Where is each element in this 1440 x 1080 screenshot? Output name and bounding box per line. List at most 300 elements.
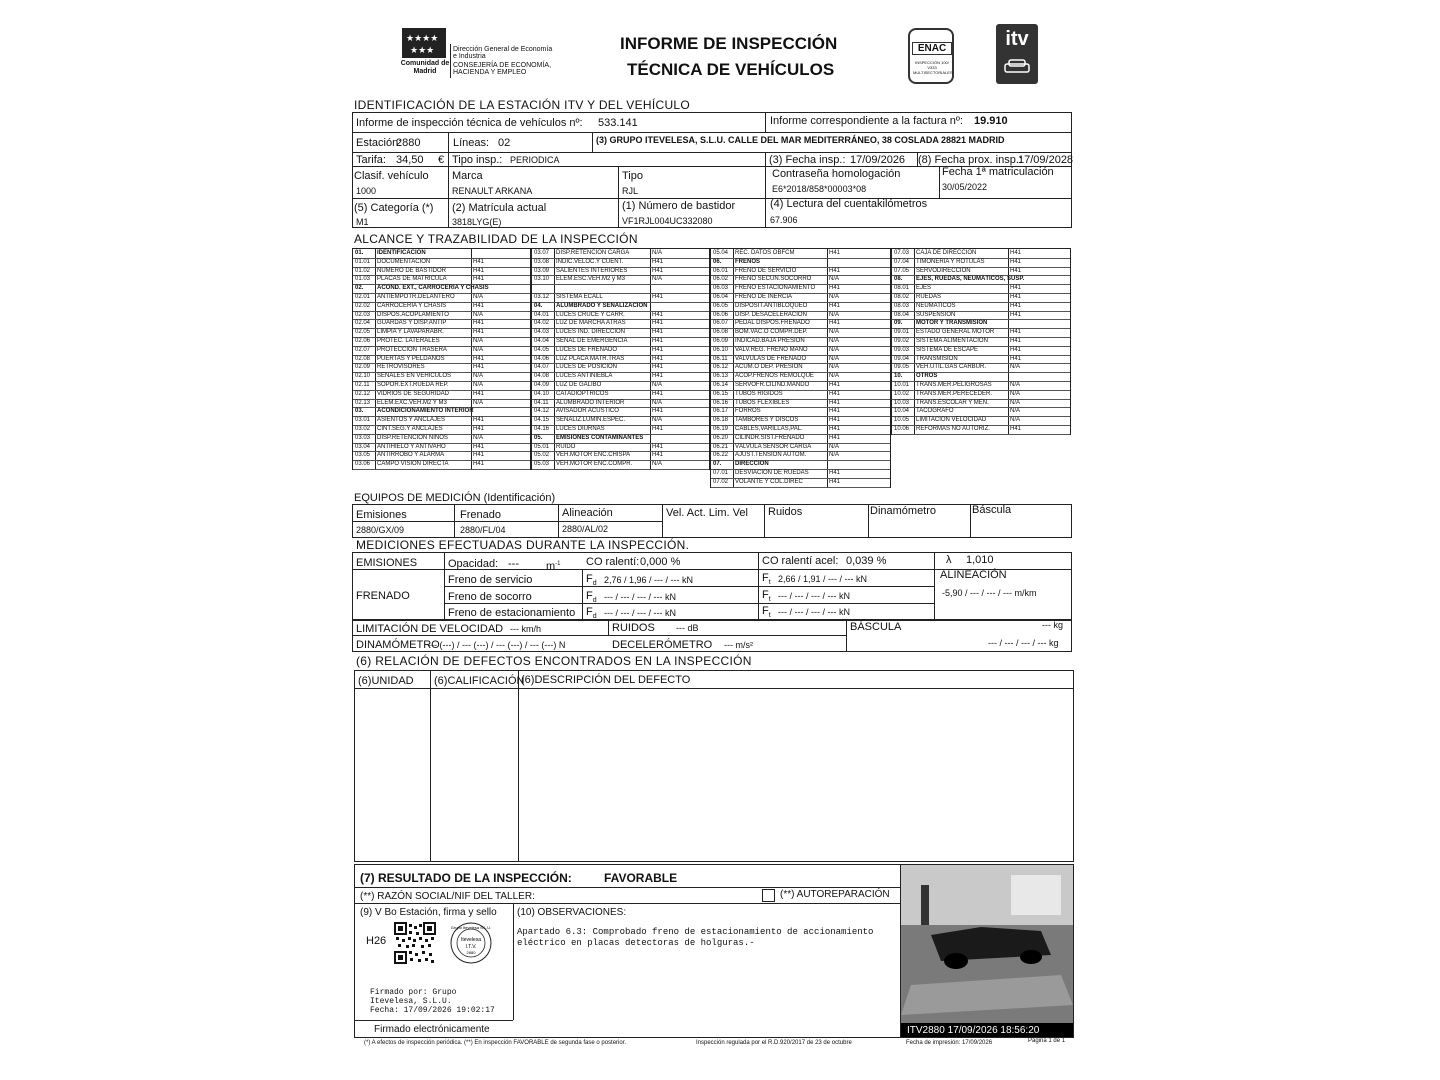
scope-code: 06.14 [713,382,729,388]
next-date-label: (8) Fecha prox. insp.: [918,154,1022,166]
scope-item: ASIENTOS Y ANCLAJES [377,417,446,424]
emergency-brake-label: Freno de socorro [448,591,532,603]
scope-code: 10. [894,373,903,380]
scope-result: H41 [473,302,485,309]
scope-code: 08.01 [894,285,910,292]
scope-result: N/A [652,417,663,424]
scope-code: 07.01 [713,470,729,476]
footer-note: (*) A efectos de inspección periódica. (**) En inspección FAVORABLE de segunda fase o posterior. [364,1040,627,1046]
noise-value: --- dB [676,623,699,633]
enac-badge [908,28,954,84]
decel-value: --- m/s² [724,640,753,650]
scope-code: 06.12 [713,364,729,371]
scope-item: PEDAL DISPOS.FRENADO [735,320,810,327]
scope-result: H41 [829,417,841,424]
scope-code: 05.02 [534,452,550,459]
scope-item: INDICAD.BAJA PRESION [735,338,805,344]
scope-item: ALUMBRADO Y SEÑALIZACIÓN [556,302,648,309]
eq-alignment-label: Alineación [562,507,613,519]
opacity-exponent: -1 [555,561,561,567]
category-label: (5) Categoría (*) [354,202,434,214]
scope-code: 07.04 [894,258,910,265]
scope-result: H41 [1010,338,1022,344]
scope-code: 04.12 [534,408,550,415]
scope-code: 08. [894,276,903,283]
scope-item: VOLANTE Y COL.DIREC [735,478,803,485]
scope-result: H41 [652,364,664,371]
scope-code: 04.06 [534,355,550,362]
scope-result: H41 [829,250,841,256]
scope-item: PROTEC. LATERALES [377,338,440,344]
madrid-logo [402,28,446,58]
co-idle-value: 0,000 % [640,556,681,568]
scope-item: SALIENTES INTERIORES [556,267,628,274]
type-value: RJL [622,186,639,196]
inspection-report [350,18,1074,1058]
defects-table [354,670,1074,862]
scope-code: 06.22 [713,452,729,459]
scope-code: 01.03 [355,276,371,283]
car-icon [996,58,1038,78]
scope-item: DESVIACION DE RUEDAS [735,470,809,476]
scope-item: SERVODIRECCION [916,267,971,274]
scope-code: 01.01 [355,258,371,265]
scope-item: CABLES,VARILLAS,PAL. [735,426,803,432]
scope-item: DISPOSIT.ANTIBLOQUEO [735,302,808,309]
parking-fd-symbol: $F_d$ [586,606,597,621]
qr-code-icon [394,922,436,964]
scope-item: CAJA DE DIRECCION [916,250,977,256]
scope-item: RUEDAS [916,294,942,300]
title-line-2: TÉCNICA DE VEHÍCULOS [627,60,835,79]
photo-caption: ITV2880 17/09/2026 18:56:20 [907,1025,1040,1036]
scope-code: 07.03 [894,250,910,256]
scope-code: 04.07 [534,364,550,371]
scope-code: 06.01 [713,267,729,274]
scope-result: H41 [829,390,841,397]
scope-code: 02.11 [355,382,370,388]
stars-icon [402,28,446,58]
brand-label: Marca [452,170,483,182]
scope-result: N/A [473,346,484,353]
scope-code: 02.08 [355,355,371,362]
service-ft-symbol: $F_t$ [762,572,771,587]
scope-result: H41 [473,461,485,468]
scope-result: H41 [1010,258,1022,265]
eq-braking-label: Frenado [460,509,501,521]
title-line-1: INFORME DE INSPECCIÓN [620,34,838,53]
scope-item: LUCES IND. DIRECCION [556,329,626,336]
scope-code: 01.02 [355,267,371,274]
scope-item: BOM.VAC.O COMPR.DEP. [735,329,808,336]
svg-text:★★★★: ★★★★ [406,34,439,44]
scope-result: N/A [652,399,663,406]
scope-code: 05.04 [713,250,729,256]
scope-result: N/A [1010,382,1021,388]
signed-line-2: Itevelesa, S.L.U. [370,997,452,1006]
identification-title: IDENTIFICACIÓN DE LA ESTACIÓN ITV Y DEL VEHÍCULO [354,98,691,112]
signed-line-1: Firmado por: Grupo [370,988,457,997]
scope-item: PLACAS DE MATRICULA [377,276,447,283]
homolog-value: E6*2018/858*00003*08 [772,184,867,194]
parking-brake-label: Freno de estacionamiento [448,607,576,619]
category-value: M1 [356,217,369,227]
scope-result: H41 [473,443,485,450]
scope-code: 10.01 [894,382,910,388]
scope-code: 06.17 [713,408,729,415]
scope-code: 10.02 [894,390,910,397]
station-value: 2880 [396,137,421,149]
scope-item: ACOP.FRENOS REMOLQUE [735,373,814,380]
scope-code: 09. [894,320,903,327]
lines-label: Líneas: [453,137,490,149]
emergency-ft-symbol: $F_t$ [762,589,771,604]
report-number: 533.141 [598,117,638,129]
scope-result: H41 [1010,285,1022,292]
first-reg-label: Fecha 1ª matriculación [942,166,1054,178]
station-code: H26 [366,935,387,947]
scope-item: LUCES CRUCE Y CARR. [556,311,625,318]
report-label: Informe de inspección técnica de vehículos nº: [356,117,583,129]
scope-item: FRENO SECUN.SOCORRO [735,276,812,283]
footer-page: Página 1 de 1 [1028,1038,1066,1044]
scope-item: DISP.RETENCION CARGA [556,250,630,256]
scope-item: RETROVISORES [377,364,425,371]
scope-result: H41 [652,329,664,336]
scale-kg-value: --- kg [1042,620,1063,630]
scope-result: H41 [829,426,841,432]
scope-item: ACONDICIONAMIENTO INTERIOR [377,408,474,415]
eq-dyno-label: Dinamómetro [870,505,937,517]
scope-result: N/A [829,452,840,459]
stamp-line-1: Grupo Itevelesa S.L.U. [450,925,492,930]
scope-code: 03.07 [534,250,550,256]
scope-item: VEH.UTIL.GAS CARBUR. [916,364,987,371]
scope-code: 10.03 [894,399,910,406]
scope-code: 03.10 [534,276,550,283]
scope-result: N/A [1010,417,1021,424]
footer-print-date: Fecha de impresión: 17/09/2026 [906,1040,993,1046]
scope-item: ANTIHIELO Y ANTIVAHO [377,443,446,450]
scope-item: DIRECCIÓN [735,461,769,468]
scope-item: LUZ DE MARCHA ATRÁS [556,320,626,327]
scope-title: ALCANCE Y TRAZABILIDAD DE LA INSPECCIÓN [354,232,638,246]
scope-code: 04.03 [534,329,550,336]
scope-code: 06. [713,258,722,265]
scale-label: BÁSCULA [850,621,902,633]
scope-result: N/A [829,311,840,318]
scope-result: H41 [1010,355,1022,362]
scope-code: 09.04 [894,355,910,362]
scope-code: 08.02 [894,294,910,300]
scope-result: N/A [829,355,840,362]
dept-line-4: HACIENDA Y EMPLEO [453,69,527,76]
scope-code: 05.01 [534,443,550,450]
scope-result: H41 [652,390,664,397]
scope-result: N/A [829,373,840,380]
class-value: 1000 [356,186,377,196]
scope-item: VEH.MOTOR ENC.COMPR. [556,461,633,468]
scope-item: ELEM.EXC.VEH.M2 Y M3 [377,399,447,406]
insp-type-value: PERIODICA [510,155,560,165]
alignment-value: -5,90 / --- / --- / --- m/km [942,588,1037,598]
scope-code: 07.02 [713,478,729,485]
scope-result: N/A [473,294,484,300]
service-brake-label: Freno de servicio [448,574,533,586]
scope-result: N/A [652,250,663,256]
self-repair-checkbox[interactable] [762,889,775,902]
scope-result: N/A [473,399,484,406]
scope-code: 07. [713,461,722,468]
scope-item: FRENO DE SERVICIO [735,267,797,274]
scope-result: H41 [652,294,664,300]
eq-speed-label: Vel. Act. Lim. Vel [666,507,748,519]
scope-result: N/A [1010,399,1021,406]
scope-result: H41 [652,258,664,265]
scope-result: H41 [652,346,664,353]
scope-result: H41 [829,302,841,309]
scope-code: 08.04 [894,311,910,318]
scope-result: N/A [473,338,484,344]
scope-item: IDENTIFICACIÓN [377,250,426,256]
scope-row [532,460,709,470]
scope-code: 04.05 [534,346,550,353]
scope-code: 02.12 [355,390,371,397]
scope-item: VALVULAS DE FRENADO [735,355,807,362]
scope-code: 02. [355,285,364,292]
decel-label: DECELERÓMETRO [612,639,713,651]
scope-item: INDIC.VELOC.Y CUENT. [556,258,624,265]
scope-item: FRENO DE INERCIA [735,294,793,300]
scope-result: N/A [829,294,840,300]
scope-item: DOCUMENTACIÓN [377,258,431,265]
scope-code: 03.08 [534,258,550,265]
scope-item: NEUMATICOS [916,302,956,309]
scope-item: GUARDAS Y DISP.ANTIP [377,320,447,327]
scope-code: 10.04 [894,408,910,415]
homolog-label: Contraseña homologación [772,168,901,180]
scope-result: H41 [1010,294,1022,300]
itv-label: itv [1005,28,1029,50]
scope-code: 06.16 [713,399,729,406]
odometer-value: 67.906 [770,215,798,225]
signed-line-3: Fecha: 17/09/2026 19:02:17 [370,1006,495,1015]
scope-result: H41 [473,267,485,274]
scope-code: 04.01 [534,311,550,318]
scope-code: 06.20 [713,434,729,441]
first-reg-value: 30/05/2022 [942,182,988,192]
region-name: Comunidad de Madrid [400,60,450,75]
scope-code: 02.04 [355,320,371,327]
station-label: Estación: [356,137,402,149]
scope-item: TRANS.MER.PELIGROSAS [916,382,992,388]
scope-item: CINT.SEG.Y ANCLAJES [377,426,443,432]
scope-result: H41 [1010,346,1022,353]
scope-result: H41 [829,382,841,388]
scope-result: H41 [652,311,664,318]
class-label: Clasif. vehículo [354,170,429,182]
scope-item: ELEM.ESC.VEH.M2 y M3 [556,276,626,283]
scope-code: 09.05 [894,364,910,371]
header-divider [450,44,451,78]
scope-result: H41 [1010,250,1022,256]
scope-result: H41 [829,434,841,441]
scope-item: CILINDR.SIST.FRENADO [735,434,805,441]
emergency-fd-value: --- / --- / --- / --- kN [604,592,676,602]
scope-code: 04.11 [534,399,549,406]
scope-result: H41 [473,258,485,265]
scope-code: 02.13 [355,399,371,406]
brand-value: RENAULT ARKANA [452,186,533,196]
scope-result: H41 [829,285,841,292]
signature-label: (9) V Bo Estación, firma y sello [360,907,497,918]
scope-code: 06.04 [713,294,729,300]
opacity-value: --- [508,558,519,570]
scope-item: TRANSMISION [916,355,958,362]
service-fd-symbol: $F_d$ [586,573,597,588]
signed-electronic: Firmado electrónicamente [374,1024,490,1035]
scope-code: 04.10 [534,390,550,397]
scope-result: N/A [829,443,840,450]
parking-fd-value: --- / --- / --- / --- kN [604,608,676,618]
scope-column [531,248,710,470]
scope-result: H41 [473,417,485,424]
scope-result: H41 [473,426,485,432]
scope-result: H41 [652,338,664,344]
scope-item: CAMPO VISION DIRECTA [377,461,449,468]
scope-result: H41 [652,443,664,450]
noise-label: RUIDOS [612,622,655,634]
scope-result: H41 [1010,329,1022,336]
dyno-value: --- (---) / --- (---) / --- (---) / --- (---) N [428,640,566,650]
stamp-line-4: 2880 [466,950,476,955]
scope-code: 06.15 [713,390,729,397]
scope-item: FORROS [735,408,761,415]
result-value: FAVORABLE [604,871,678,885]
car-photo-icon [901,865,1073,1037]
scope-result: N/A [1010,408,1021,415]
scope-item: CATADIOPTRICOS [556,390,609,397]
scope-item: VIDRIOS DE SEGURIDAD [377,390,450,397]
lambda-value: 1,010 [966,554,994,566]
scope-code: 06.02 [713,276,729,283]
scope-item: TIMONERIA Y ROTULAS [916,258,985,265]
scope-result: N/A [652,382,663,388]
observations-label: (10) OBSERVACIONES: [517,907,627,918]
scope-item: SOPOR.EXT.RUEDA REP. [377,382,449,388]
scope-result: N/A [829,329,840,336]
parking-ft-symbol: $F_t$ [762,605,771,620]
scope-code: 02.02 [355,302,371,309]
scope-result: H41 [652,408,664,415]
scope-item: EJES, RUEDAS, NEUMÁTICOS, SUSP. [916,276,1025,283]
scope-result: N/A [473,434,484,441]
company-address: (3) GRUPO ITEVELESA, S.L.U. CALLE DEL MAR MEDITERRÁNEO, 38 COSLADA 28821 MADRID [596,135,1005,145]
scope-result: H41 [473,364,485,371]
scope-code: 04.16 [534,426,550,432]
scope-result: N/A [829,364,840,371]
opacity-label: Opacidad: [448,558,499,570]
scope-item: PROTECCION TRASERA [377,346,447,353]
scope-result: H41 [652,373,664,380]
scope-item: FRENO ESTACIONAMIENTO [735,285,816,292]
scope-item: SERVOFR.CILIND.MANDO [735,382,810,388]
scope-code: 06.07 [713,320,729,327]
scope-code: 03. [355,408,364,415]
scope-code: 01. [355,250,364,256]
scope-code: 02.09 [355,364,371,371]
stamp-line-2: Itevelesa [460,937,482,943]
invoice-label: Informe correspondiente a la factura nº: [770,115,963,127]
scope-result: H41 [652,355,664,362]
scope-code: 06.11 [713,355,728,362]
scope-code: 02.01 [355,294,371,300]
scope-code: 03.02 [355,426,371,432]
scope-result: H41 [829,408,841,415]
eq-noise-label: Ruidos [768,506,803,518]
scope-item: ANTIEMPOTR.DELANTERO [377,294,455,300]
scope-result: H41 [473,355,485,362]
scope-item: SISTEMA ALIMENTACION [916,338,988,344]
scope-item: TRANS.ESCOLAR Y MEN. [916,399,989,406]
scope-code: 02.10 [355,373,371,380]
workshop-label: (**) RAZÓN SOCIAL/NIF DEL TALLER: [360,891,535,902]
scope-result: N/A [473,382,484,388]
scope-result: N/A [1010,364,1021,371]
scope-code: 02.07 [355,346,371,353]
scope-row [711,478,890,488]
scope-result: N/A [1010,390,1021,397]
col-rating: (6)CALIFICACIÓN [434,675,525,687]
scope-row [353,460,530,470]
scope-item: VÁLVULA SENSOR CARGA [735,443,812,450]
scope-item: LUCES ANTINIEBLA [556,373,613,380]
scope-result: N/A [829,346,840,353]
scope-code: 03.01 [355,417,371,424]
scope-result: H41 [652,426,664,432]
station-stamp [450,922,492,964]
scope-code: 06.13 [713,373,729,380]
eq-scale-label: Báscula [972,504,1012,516]
scope-code: 06.03 [713,285,729,292]
enac-label: ENAC [912,42,952,55]
dept-line-1: Dirección General de Economía [453,46,553,53]
scope-code: 02.06 [355,338,371,344]
scope-item: DISPOS.ACOPLAMIENTO [377,311,449,318]
scope-code: 04. [534,302,543,309]
invoice-number: 19.910 [974,115,1008,127]
scope-item: LIMPIA Y LAVAPARABR. [377,329,444,336]
scope-item: FRENOS [735,258,761,265]
scope-result: H41 [473,390,485,397]
scope-result: H41 [829,320,841,327]
scope-code: 04.02 [534,320,550,327]
scope-result: N/A [829,338,840,344]
scope-code: 06.21 [713,443,729,450]
scope-item: LUZ PLACA MATR.TRAS [556,355,625,362]
scope-result: H41 [1010,426,1022,432]
measurements-title: MEDICIONES EFECTUADAS DURANTE LA INSPECCIÓN. [356,538,690,552]
scope-code: 08.03 [894,302,910,309]
dyno-label: DINAMÓMETRO [356,639,440,651]
plate-value: 3818LYG(E) [452,217,502,227]
equipment-title: EQUIPOS DE MEDICIÓN (Identificación) [354,492,556,504]
scope-item: AVISADOR ACUSTICO [556,408,619,415]
scope-result: H41 [473,329,485,336]
scope-item: SUSPENSION [916,311,956,318]
service-ft-value: 2,66 / 1,91 / --- / --- kN [778,574,868,584]
lines-value: 02 [498,137,511,149]
